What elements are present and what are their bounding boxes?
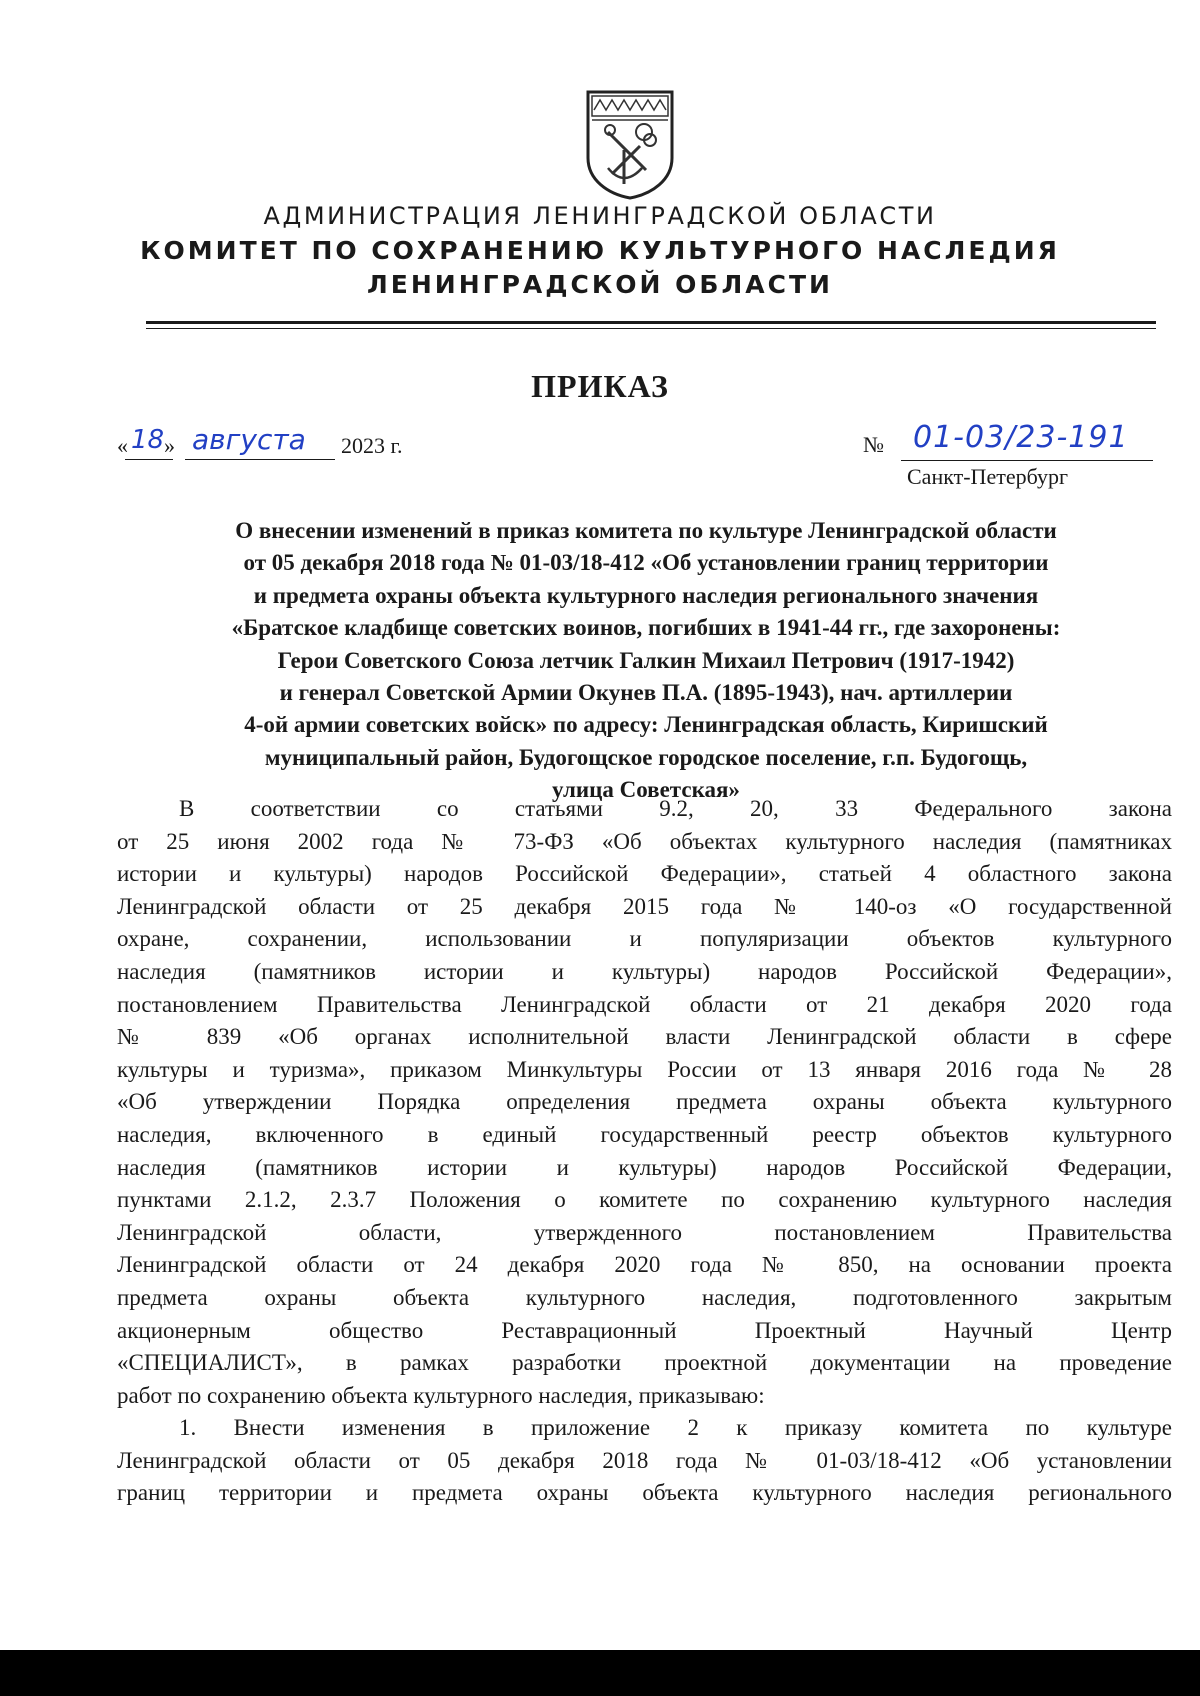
date-year: 2023 г.	[341, 433, 403, 458]
header-divider-thick	[146, 321, 1156, 324]
subject-line: улица Советская»	[552, 777, 740, 803]
number-handwritten: 01-03/23-191	[913, 420, 1129, 455]
committee-name: КОМИТЕТ ПО СОХРАНЕНИЮ КУЛЬТУРНОГО НАСЛЕДИЯ	[140, 236, 1060, 265]
body-line: акционерным общество Реставрационный Проектный Научный Центр	[117, 1317, 1172, 1343]
order-subject	[116, 515, 1176, 807]
document-title: ПРИКАЗ	[531, 368, 669, 404]
body-line: пунктами 2.1.2, 2.3.7 Положения о комитете по сохранению культурного наследия	[117, 1187, 1172, 1213]
subject-line: и предмета охраны объекта культурного наследия регионального значения	[253, 582, 1039, 608]
date-day-underline	[125, 459, 173, 460]
body-line: работ по сохранению объекта культурного наследия, приказываю:	[117, 1382, 765, 1408]
body-line: Ленинградской области от 24 декабря 2020 года № 850, на основании проекта	[117, 1252, 1172, 1278]
subject-line: от 05 декабря 2018 года № 01-03/18-412 «Об установлении границ территории	[243, 550, 1049, 576]
body-line: предмета охраны объекта культурного наследия, подготовленного закрытым	[117, 1284, 1172, 1310]
committee-region: ЛЕНИНГРАДСКОЙ ОБЛАСТИ	[367, 270, 833, 299]
administration-name: АДМИНИСТРАЦИЯ ЛЕНИНГРАДСКОЙ ОБЛАСТИ	[263, 202, 937, 230]
date-month-handwritten: августа	[192, 423, 306, 456]
body-line: Ленинградской области от 25 декабря 2015 года № 140-оз «О государственной	[117, 893, 1172, 919]
body-line: охране, сохранении, использовании и популяризации объектов культурного	[117, 926, 1172, 952]
coat-of-arms-emblem-icon	[584, 88, 676, 200]
body-line: «Об утверждении Порядка определения предмета охраны объекта культурного	[117, 1089, 1172, 1115]
body-line: наследия, включенного в единый государственный реестр объектов культурного	[117, 1121, 1172, 1147]
header-divider-thin	[146, 328, 1156, 329]
body-line: постановлением Правительства Ленинградской области от 21 декабря 2020 года	[117, 991, 1172, 1017]
body-line: Ленинградской области от 05 декабря 2018 года № 01-03/18-412 «Об установлении	[117, 1447, 1172, 1473]
body-line: наследия (памятников истории и культуры) народов Российской Федерации,	[117, 1154, 1172, 1180]
body-line: от 25 июня 2002 года № 73-ФЗ «Об объектах культурного наследия (памятниках	[117, 828, 1172, 854]
order-number	[863, 420, 1173, 460]
body-line: «СПЕЦИАЛИСТ», в рамках разработки проектной документации на проведение	[117, 1350, 1172, 1376]
body-line: Ленинградской области, утвержденного постановлением Правительства	[117, 1219, 1172, 1245]
date-close-quote: »	[164, 433, 175, 458]
body-line: 1. Внести изменения в приложение 2 к приказу комитета по культуре	[179, 1415, 1172, 1441]
subject-line: Герои Советского Союза летчик Галкин Михаил Петрович (1917-1942)	[277, 647, 1015, 673]
subject-line: муниципальный район, Будогощское городское поселение, г.п. Будогощь,	[264, 744, 1028, 770]
date-day-handwritten: 18	[131, 425, 165, 455]
scan-bottom-border	[0, 1650, 1200, 1696]
number-underline	[901, 460, 1153, 461]
body-line: В соответствии со статьями 9.2, 20, 33 Федерального закона	[179, 796, 1172, 821]
body-line: границ территории и предмета охраны объекта культурного наследия регионального	[117, 1480, 1172, 1506]
subject-line: О внесении изменений в приказ комитета по культуре Ленинградской области	[235, 518, 1057, 543]
body-line: истории и культуры) народов Российской Федерации», статьей 4 областного закона	[117, 861, 1172, 887]
number-sign: №	[863, 432, 884, 457]
body-line: наследия (памятников истории и культуры) народов Российской Федерации»,	[117, 958, 1172, 984]
order-date	[117, 425, 457, 465]
subject-line: и генерал Советской Армии Окунев П.А. (1895-1943), нач. артиллерии	[279, 680, 1013, 706]
order-body	[117, 793, 1172, 1510]
date-open-quote: «	[117, 433, 128, 458]
subject-line: «Братское кладбище советских воинов, погибших в 1941-44 гг., где захоронены:	[231, 615, 1061, 641]
body-line: культуры и туризма», приказом Минкультуры России от 13 января 2016 года № 28	[117, 1056, 1172, 1082]
subject-line: 4-ой армии советских войск» по адресу: Ленинградская область, Киришский	[244, 712, 1048, 738]
date-month-underline	[185, 459, 335, 460]
place-of-issue: Санкт-Петербург	[907, 464, 1068, 489]
body-line: № 839 «Об органах исполнительной власти Ленинградской области в сфере	[117, 1024, 1172, 1050]
